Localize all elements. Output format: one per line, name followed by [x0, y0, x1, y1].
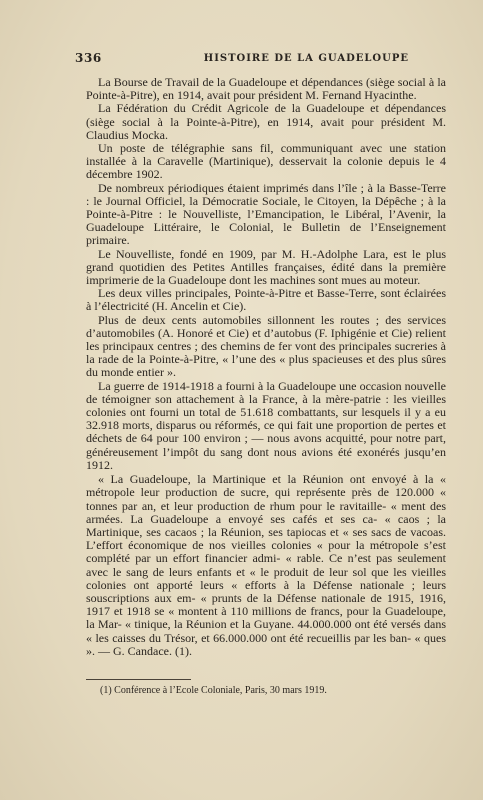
- paragraph-guerre: La guerre de 1914-1918 a fourni à la Guadeloupe une occasion nouvelle de témoigner son attachement à la France, à la mère-patrie : les vieilles colonies ont fourni un total de 51.618 combattants, sur lesquels il y a eu 32.918 morts, disparus ou réformés, ce qui fait une proportion de pertes et déchets de 64 pour 100 environ ; — nous avons acquitté, pour notre part, généreusement l’impôt du sang dont nous avions été exonérés jusqu’en 1912.: [86, 378, 446, 472]
- paragraph-periodiques: De nombreux périodiques étaient imprimés dans l’île ; à la Basse-Terre : le Journal Officiel, la Démocratie Sociale, le Citoyen, la Dépêche ; à la Pointe-à-Pitre : le Nouvelliste, l’Emancipation, le Libéral, l’Avenir, la Guadeloupe Littéraire, le Colonial, le Bulletin de l’Enseignement primaire.: [86, 180, 446, 248]
- page-number: 336: [75, 51, 102, 65]
- footnote-divider: [86, 679, 191, 680]
- running-title: HISTOIRE DE LA GUADELOUPE: [203, 52, 409, 64]
- paragraph-citation-candace: « La Guadeloupe, la Martinique et la Réunion ont envoyé à la « métropole leur production de sucre, qui représente près de 120.000 « tonnes par an, et leur production de rhum pour le ravitaille- « ment des armées. La Guadeloupe a envoyé ses cafés et ses ca- « caos ; la Martinique, ses cacaos ; la Réunion, ses tapiocas et « ses sacs de vacoas. L’effort économique de nos vieilles colonies « pour la métropole s’est complété par un effort financier admi- « rable. Ce n’est pas seulement avec le sang de leurs enfants et « le produit de leur sol que les vieilles colonies ont apporté leurs « efforts à la Défense nationale ; leurs souscriptions aux em- « prunts de la Défense nationale de 1915, 1916, 1917 et 1918 se « montent à 110 millions de francs, pour la Guadeloupe, la Mar- « tinique, la Réunion et la Guyane. 44.000.000 ont été versés dans « les caisses du Trésor, et 66.000.000 ont été recueillis par les ban- « ques ». — G. Candace. (1).: [86, 472, 446, 658]
- paragraph-nouvelliste: Le Nouvelliste, fondé en 1909, par M. H.-Adolphe Lara, est le plus grand quotidien des Petites Antilles françaises, édité dans la première imprimerie de la Guadeloupe dont les machines sont mues au moteur.: [86, 246, 446, 288]
- paragraph-credit-agricole: La Fédération du Crédit Agricole de la Guadeloupe et dépendances (siège social à la Pointe-à-Pitre), en 1914, avait pour président M. Claudius Mocka.: [86, 101, 446, 142]
- body-text: [86, 76, 446, 658]
- page-header: [75, 51, 435, 65]
- paragraph-bourse-travail: La Bourse de Travail de la Guadeloupe et dépendances (siège social à la Pointe-à-Pitre), en 1914, avait pour président M. Fernand Hyacinthe.: [86, 75, 446, 103]
- footnote: (1) Conférence à l’Ecole Coloniale, Paris, 30 mars 1919.: [100, 685, 327, 696]
- paragraph-automobiles: Plus de deux cents automobiles sillonnent les routes ; des services d’automobiles (A. Honoré et Cie) et d’autobus (F. Iphigénie et Cie) relient les principaux centres ; des chemins de fer vont des principales sucreries à la rade de la Pointe-à-Pitre, « l’une des « plus spacieuses et des plus sûres du monde entier ».: [86, 312, 446, 380]
- paragraph-telegraphie: Un poste de télégraphie sans fil, communiquant avec une station installée à la Caravelle (Martinique), desservait la colonie depuis le 4 décembre 1902.: [86, 141, 446, 182]
- paragraph-electricite: Les deux villes principales, Pointe-à-Pitre et Basse-Terre, sont éclairées à l’électricité (H. Ancelin et Cie).: [86, 286, 446, 314]
